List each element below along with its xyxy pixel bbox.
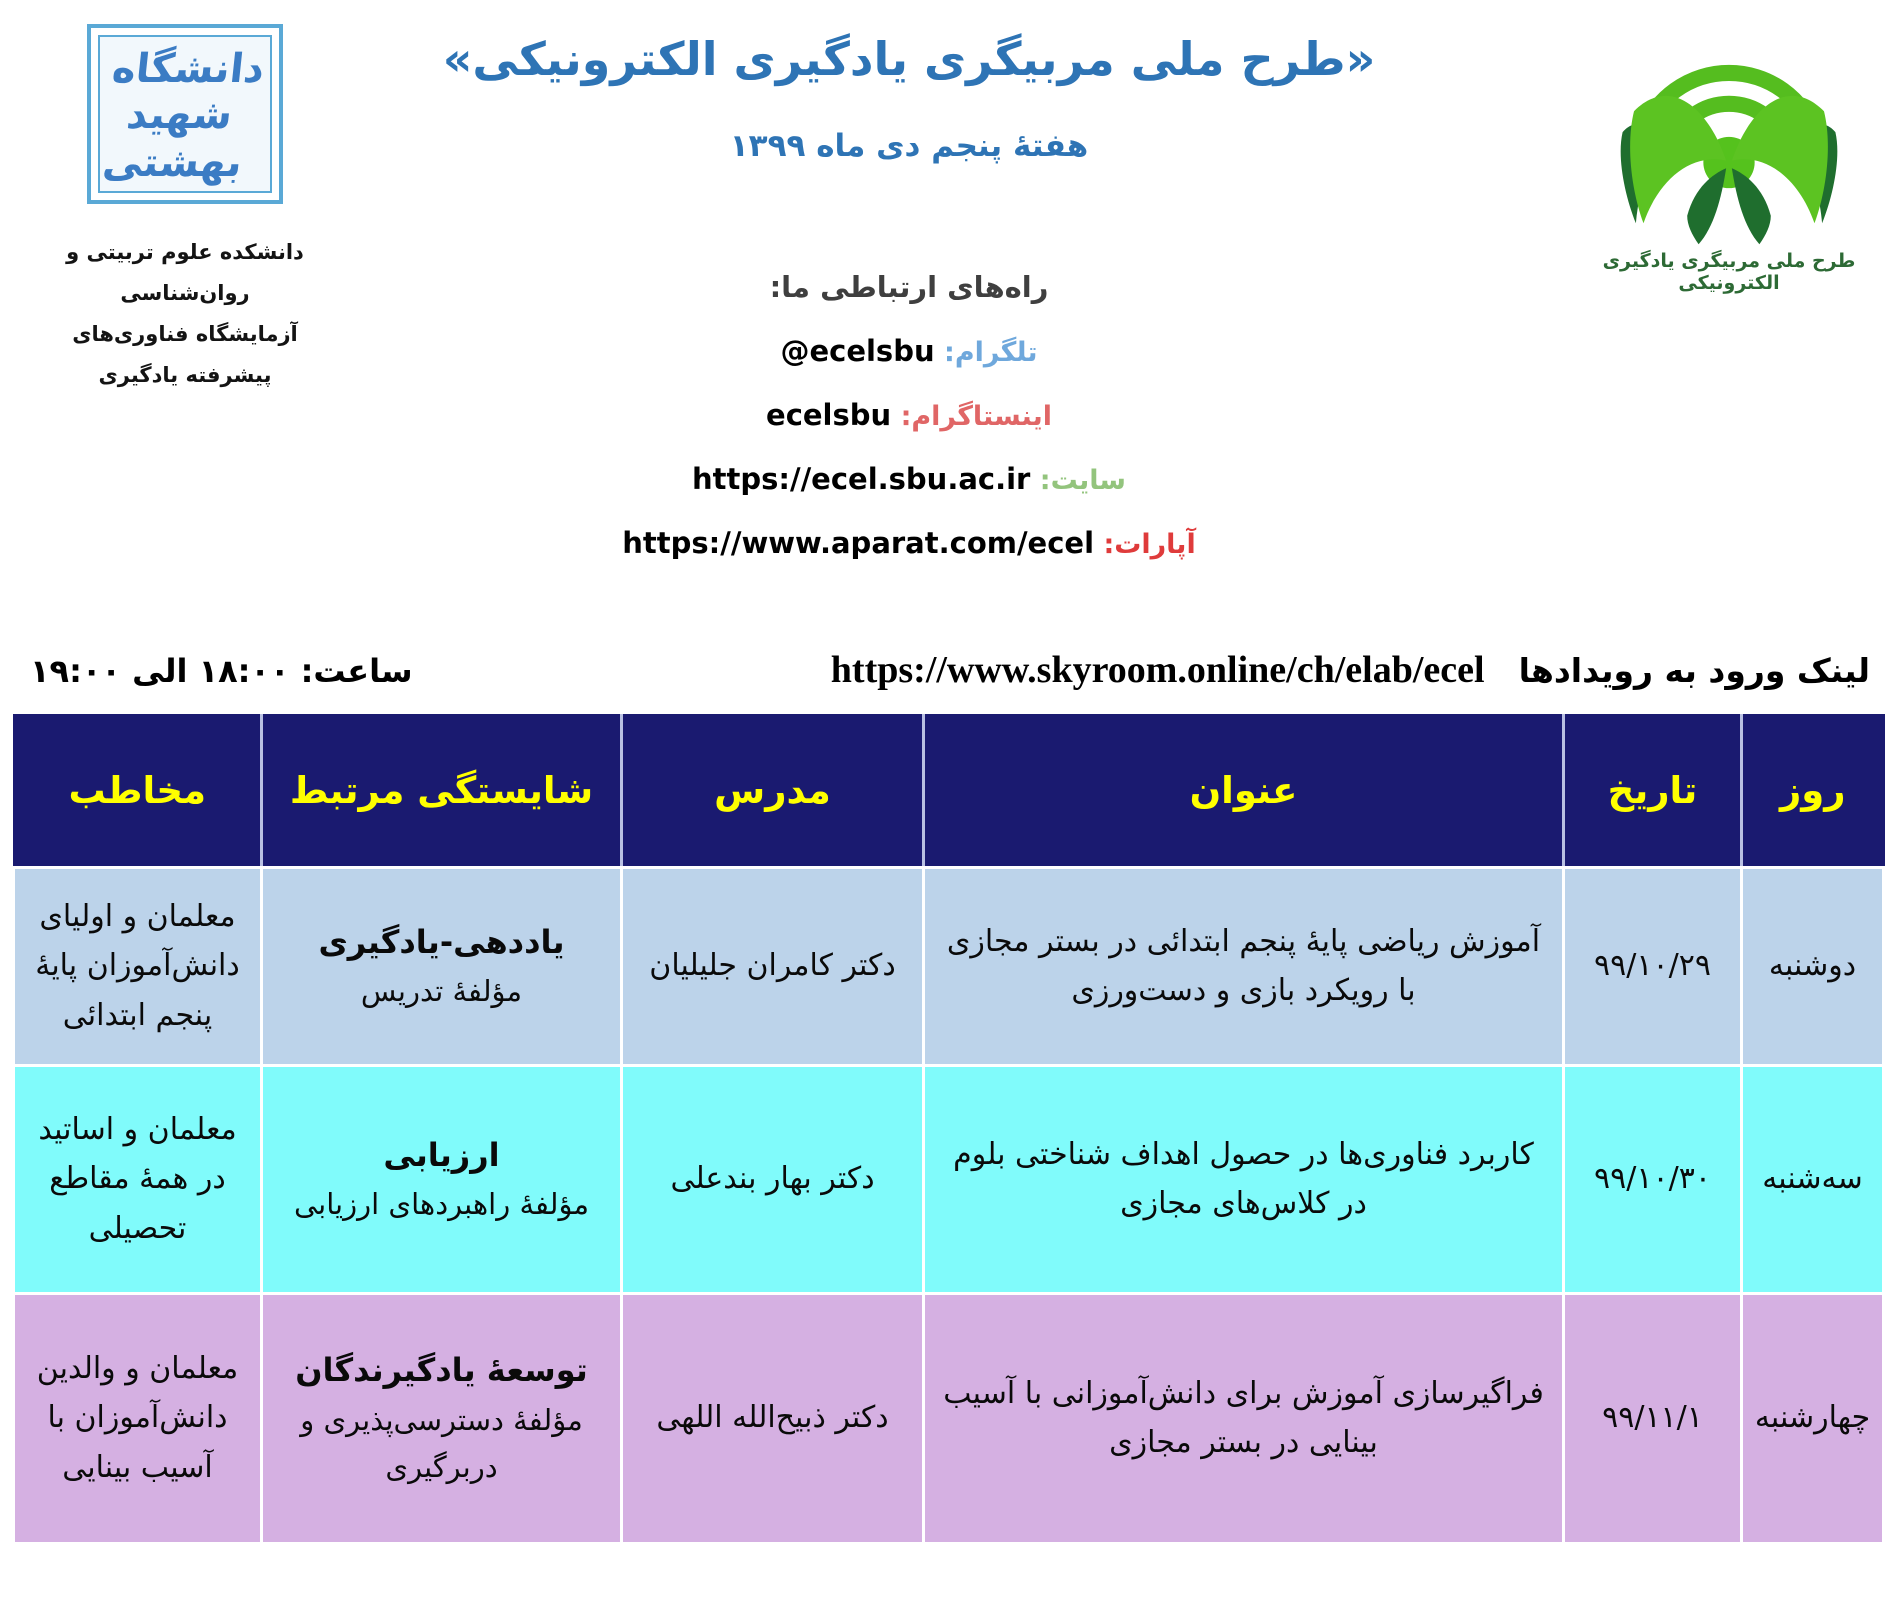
faculty-caption [26,232,344,396]
cell-competency [262,1065,622,1293]
cell-date: ۹۹/۱۰/۲۹ [1564,867,1742,1065]
table-row [14,867,1884,1065]
schedule-table [12,714,1885,1545]
svg-text:بهشتی: بهشتی [100,140,245,186]
instagram-handle[interactable]: ecelsbu [766,398,892,432]
table-row [14,1293,1884,1543]
cell-date: ۹۹/۱۰/۳۰ [1564,1065,1742,1293]
header-day: روز [1742,715,1884,867]
page-subtitle: هفتهٔ پنجم دی ماه ۱۳۹۹ [729,128,1089,164]
events-bar [0,648,1900,692]
faculty-line-1: دانشکده علوم تربیتی و روان‌شناسی [66,240,304,305]
competency-sub: مؤلفهٔ دسترسی‌پذیری و دربرگیری [300,1402,583,1485]
contact-instagram [384,398,1434,432]
competency-main: ارزیابی [383,1135,500,1174]
cell-instructor: دکتر ذبیح‌الله اللهی [622,1293,924,1543]
table-header-row [14,715,1884,867]
events-link-label: لینک ورود به رویدادها [1518,651,1870,690]
instagram-label: اینستاگرام: [900,401,1052,432]
competency-sub: مؤلفهٔ تدریس [360,974,523,1009]
contact-block [384,270,1434,560]
university-block [26,18,344,396]
events-time: ساعت: ۱۸:۰۰ الی ۱۹:۰۰ [30,652,413,690]
cell-day: دوشنبه [1742,867,1884,1065]
competency-main: توسعهٔ یادگیرندگان [295,1350,588,1389]
telegram-label: تلگرام: [944,337,1038,368]
svg-text:دانشگاه: دانشگاه [109,46,267,92]
aparat-url[interactable]: https://www.aparat.com/ecel [622,526,1095,560]
cell-day: چهارشنبه [1742,1293,1884,1543]
cell-day: سه‌شنبه [1742,1065,1884,1293]
cell-instructor: دکتر کامران جلیلیان [622,867,924,1065]
website-label: سایت: [1039,465,1126,496]
page-title: «طرح ملی مربیگری یادگیری الکترونیکی» [442,32,1376,86]
cell-audience: معلمان و اولیای دانش‌آموزان پایهٔ پنجم ابتدائی [14,867,262,1065]
contact-aparat [384,526,1434,560]
events-link-url[interactable]: https://www.skyroom.online/ch/elab/ecel [830,649,1485,691]
elearning-plan-logo-icon [1611,20,1847,248]
competency-main: یاددهی-یادگیری [318,922,565,961]
cell-instructor: دکتر بهار بندعلی [622,1065,924,1293]
telegram-handle[interactable]: @ecelsbu [780,334,935,368]
contact-website [384,462,1434,496]
cell-competency [262,867,622,1065]
cell-title: کاربرد فناوری‌ها در حصول اهداف شناختی بلوم در کلاس‌های مجازی [924,1065,1564,1293]
header-competency: شایستگی مرتبط [262,715,622,867]
cell-audience: معلمان و اساتید در همهٔ مقاطع تحصیلی [14,1065,262,1293]
header-audience: مخاطب [14,715,262,867]
cell-title: فراگیرسازی آموزش برای دانش‌آموزانی با آسیب بینایی در بستر مجازی [924,1293,1564,1543]
svg-text:شهید: شهید [124,92,235,138]
cell-date: ۹۹/۱۱/۱ [1564,1293,1742,1543]
center-block [344,18,1584,560]
competency-sub: مؤلفهٔ راهبردهای ارزیابی [293,1187,590,1222]
faculty-line-2: آزمایشگاه فناوری‌های پیشرفته یادگیری [72,321,298,387]
website-url[interactable]: https://ecel.sbu.ac.ir [692,462,1031,496]
contact-heading: راه‌های ارتباطی ما: [769,270,1049,304]
events-link-group [831,648,1870,692]
contact-telegram [384,334,1434,368]
plan-logo-caption: طرح ملی مربیگری یادگیری الکترونیکی [1602,250,1856,294]
table-row [14,1065,1884,1293]
university-logo-icon [87,24,283,204]
plan-logo-block [1584,18,1874,294]
header-title: عنوان [924,715,1564,867]
cell-audience: معلمان و والدین دانش‌آموزان با آسیب بینایی [14,1293,262,1543]
top-section [0,0,1900,560]
cell-competency [262,1293,622,1543]
aparat-label: آپارات: [1103,529,1196,560]
header-date: تاریخ [1564,715,1742,867]
header-instructor: مدرس [622,715,924,867]
cell-title: آموزش ریاضی پایهٔ پنجم ابتدائی در بستر مجازی با رویکرد بازی و دست‌ورزی [924,867,1564,1065]
